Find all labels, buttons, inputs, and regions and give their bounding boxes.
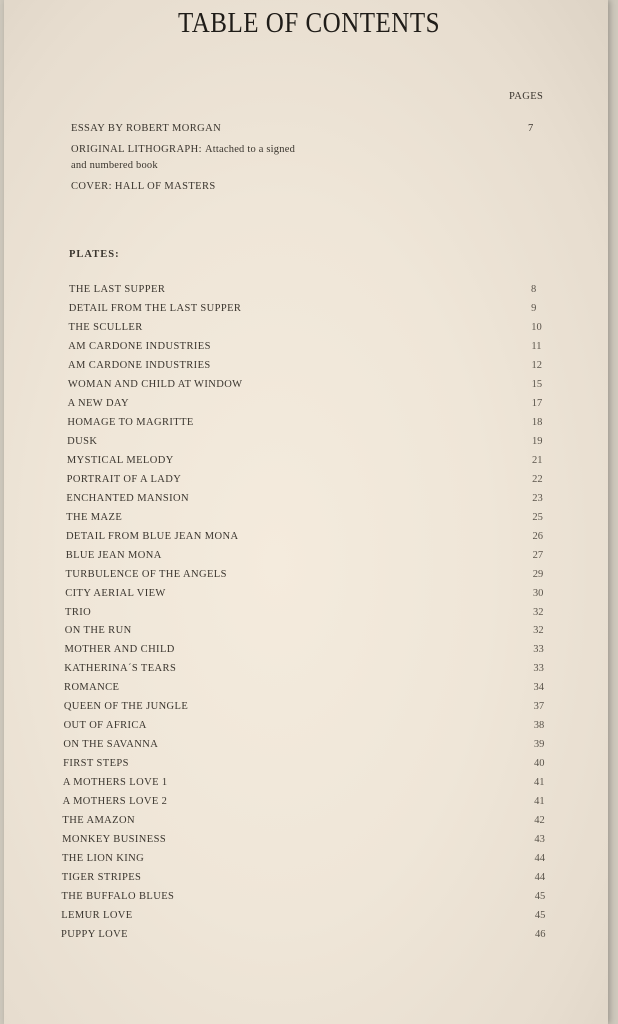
plate-page-number: 32 [533,625,544,637]
page-title: TABLE OF CONTENTS [177,7,441,39]
plate-page-number: 15 [531,378,543,390]
plate-title: A NEW DAY [67,397,129,409]
plate-page-number: 19 [531,435,543,447]
plate-title: KATHERINA´S TEARS [64,663,177,675]
plate-title: PORTRAIT OF A LADY [66,473,182,485]
plate-page-number: 34 [533,682,544,694]
plate-title: TURBULENCE OF THE ANGELS [65,568,227,580]
plate-title: THE SCULLER [68,321,143,333]
plate-title: TRIO [65,606,92,618]
plate-page-number: 22 [532,473,543,485]
plate-title: WOMAN AND CHILD AT WINDOW [67,378,243,390]
plate-page-number: 39 [533,739,545,751]
plate-page-number: 8 [531,284,537,295]
plate-page-number: 40 [533,758,545,770]
plate-title: AM CARDONE INDUSTRIES [68,340,211,352]
plate-title: THE LION KING [61,853,145,865]
plate-title: MONKEY BUSINESS [62,834,167,846]
lithograph-detail-1: Attached to a signed [205,144,296,155]
plate-title: THE BUFFALO BLUES [61,891,175,903]
plate-title: ROMANCE [64,682,120,694]
plate-title: QUEEN OF THE JUNGLE [63,701,189,713]
plate-title: DUSK [67,435,98,447]
plate-title: HOMAGE TO MAGRITTE [67,416,194,428]
plate-page-number: 30 [532,587,544,599]
intro-entry-cover: COVER: HALL OF MASTERS [71,181,216,192]
plate-title: DETAIL FROM BLUE JEAN MONA [65,530,239,542]
plate-page-number: 41 [534,796,545,808]
plate-title: AM CARDONE INDUSTRIES [68,359,211,371]
plate-page-number: 23 [532,492,543,504]
plate-title: PUPPY LOVE [61,929,128,940]
intro-entry-essay-page: 7 [528,123,534,134]
plate-title: LEMUR LOVE [61,910,133,922]
plate-title: ON THE SAVANNA [63,739,159,751]
lithograph-detail-2: and numbered book [71,160,158,171]
plate-title: THE MAZE [66,511,123,523]
plate-title: ON THE RUN [64,625,132,637]
plate-title: ENCHANTED MANSION [66,492,189,504]
plate-title: DETAIL FROM THE LAST SUPPER [68,302,242,314]
plate-page-number: 45 [534,891,546,903]
plate-page-number: 37 [533,701,545,713]
plate-page-number: 21 [532,454,543,466]
plate-page-number: 12 [531,359,542,371]
plate-page-number: 9 [531,302,537,314]
plate-page-number: 11 [531,340,542,352]
plate-page-number: 33 [533,644,544,656]
plate-page-number: 25 [532,511,543,523]
pages-column-heading: PAGES [509,91,544,102]
plate-title: A MOTHERS LOVE 1 [62,777,168,789]
plate-title: MYSTICAL MELODY [66,454,174,466]
plate-page-number: 44 [534,853,546,865]
plate-title: CITY AERIAL VIEW [65,587,166,599]
plate-page-number: 32 [533,606,544,618]
lithograph-label: ORIGINAL LITHOGRAPH: [71,144,205,155]
intro-entry-essay: ESSAY BY ROBERT MORGAN [71,123,222,134]
plate-title: THE AMAZON [62,815,135,827]
plate-page-number: 44 [534,872,546,884]
plate-title: TIGER STRIPES [61,872,142,884]
plate-page-number: 33 [533,663,544,675]
plate-page-number: 41 [534,777,545,789]
plate-page-number: 18 [531,416,543,428]
plate-title: BLUE JEAN MONA [65,549,162,561]
plate-page-number: 38 [533,720,545,732]
plate-title: FIRST STEPS [63,758,129,770]
plate-title: A MOTHERS LOVE 2 [62,796,168,808]
plate-page-number: 17 [531,397,543,409]
plate-title: THE LAST SUPPER [69,284,166,295]
plate-page-number: 27 [532,549,544,561]
plate-title: OUT OF AFRICA [63,720,147,732]
plates-heading: PLATES: [69,249,120,260]
plate-page-number: 43 [534,834,545,846]
plate-page-number: 45 [534,910,546,922]
plate-page-number: 29 [532,568,544,580]
plate-page-number: 42 [534,815,545,827]
plate-page-number: 10 [531,321,542,333]
plate-title: MOTHER AND CHILD [64,644,175,656]
plate-page-number: 46 [535,929,546,940]
plate-page-number: 26 [532,530,544,542]
